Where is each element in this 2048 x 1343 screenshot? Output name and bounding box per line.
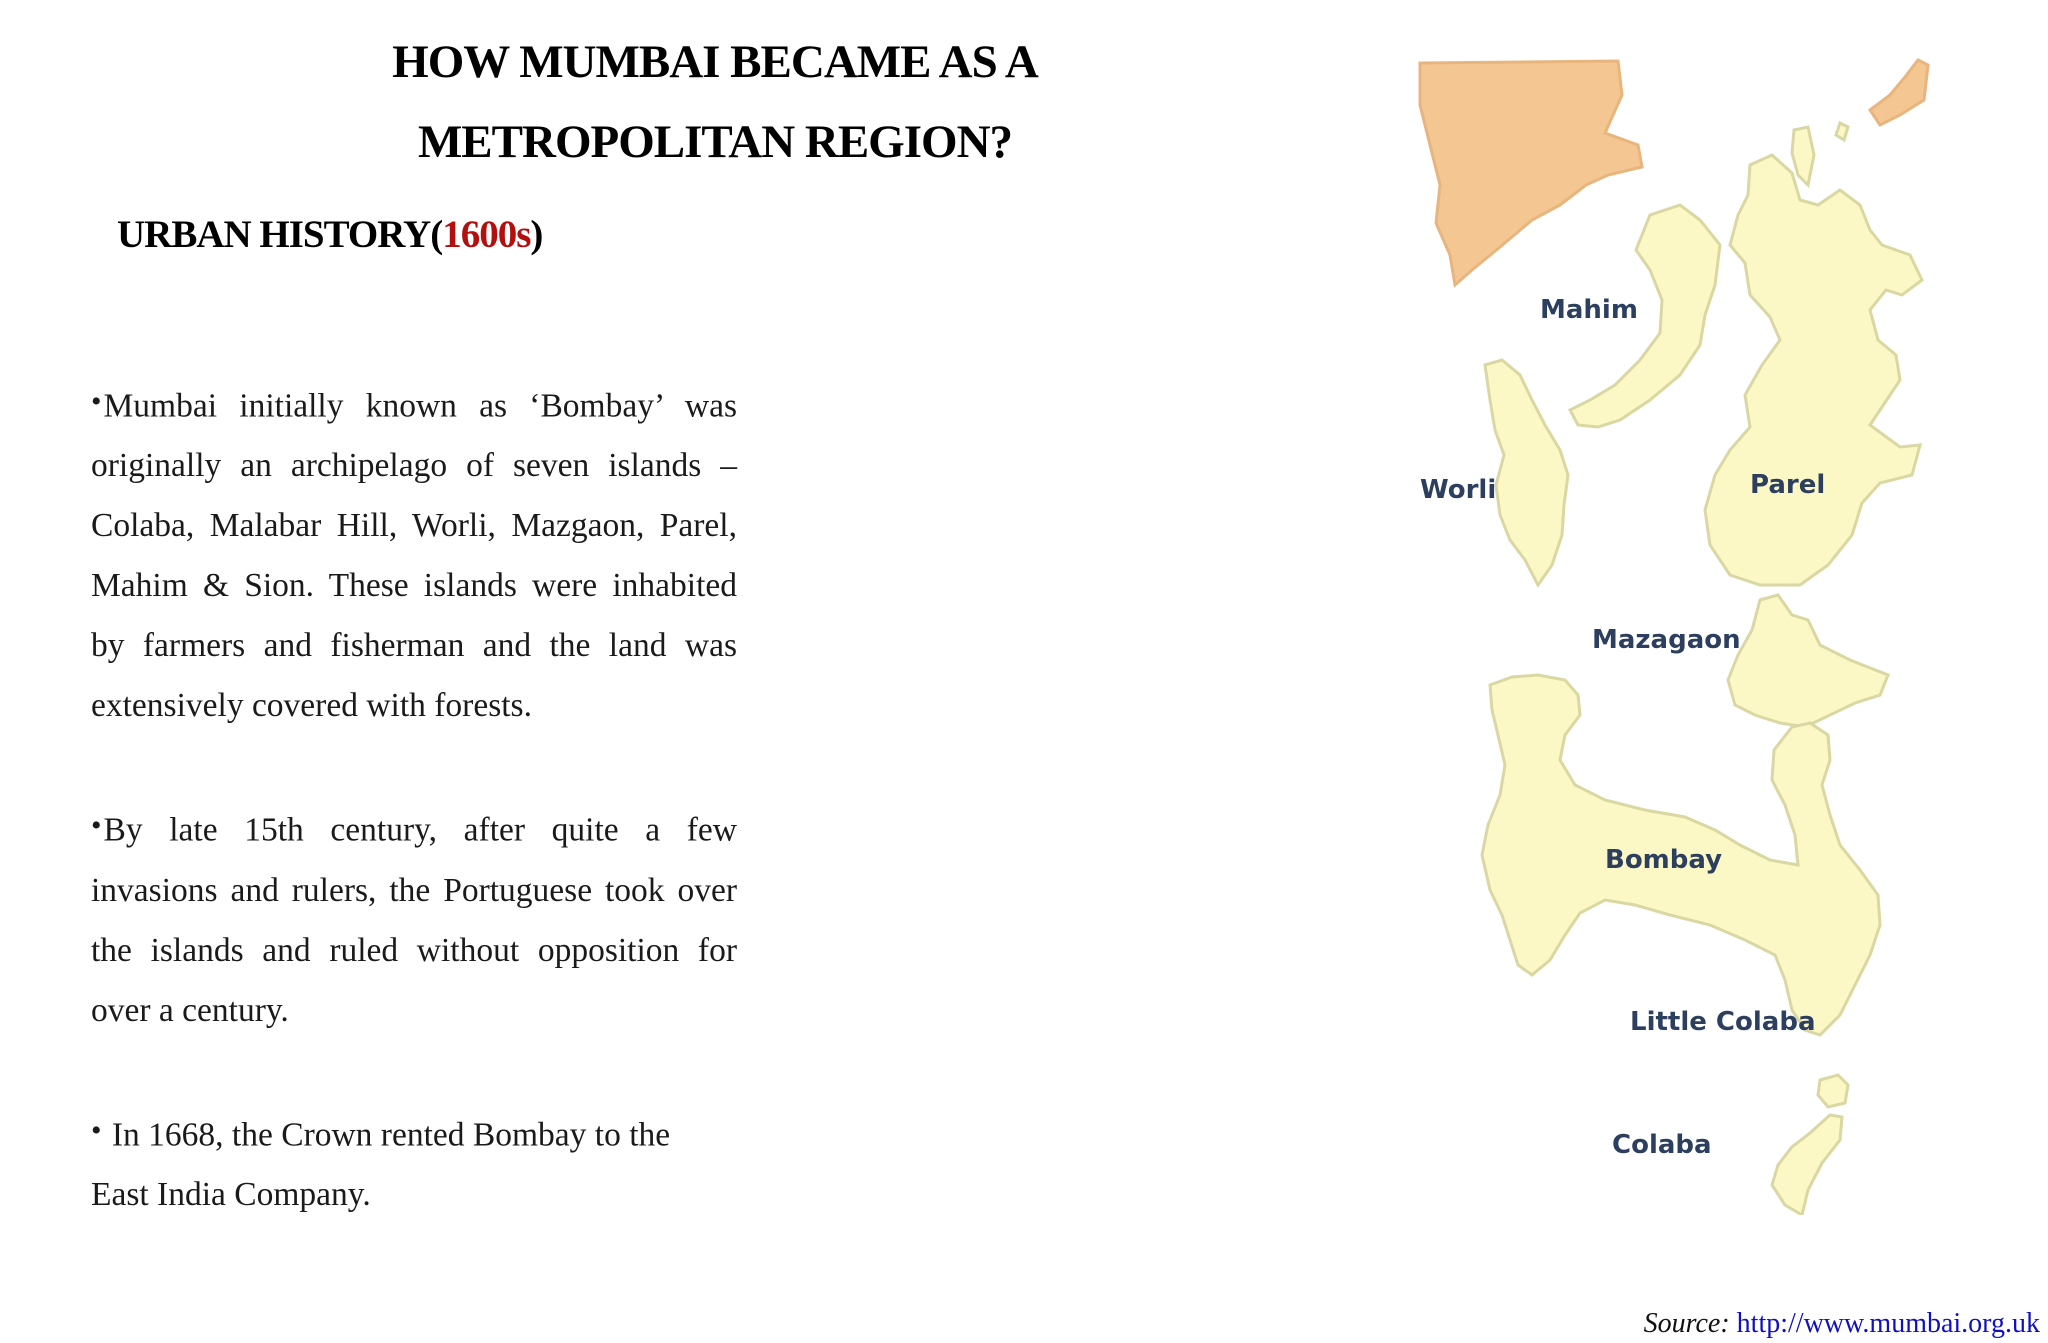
source-citation bbox=[1644, 1308, 2040, 1340]
bullet-icon: • bbox=[91, 385, 102, 418]
bullet-text: Mumbai initially known as ‘Bombay’ was originally an archipelago of seven islands – Colaba, Malabar Hill, Worli, Mazgaon, Parel, Mahim & Sion. These islands were inhabited by farmers and fisherman and the land was extensively covered with forests. bbox=[91, 387, 737, 725]
bullet-text: In 1668, the Crown rented Bombay to the East India Company. bbox=[91, 1116, 671, 1214]
label-little-colaba: Little Colaba bbox=[1630, 1007, 1816, 1037]
bullet-icon: • bbox=[91, 809, 102, 843]
title-line-1: HOW MUMBAI BECAME AS A bbox=[392, 36, 1038, 88]
seven-islands-map bbox=[1400, 55, 1940, 1215]
label-colaba: Colaba bbox=[1612, 1130, 1712, 1160]
section-heading-close: ) bbox=[530, 213, 543, 256]
page-title bbox=[330, 22, 1100, 182]
islet bbox=[1792, 127, 1814, 185]
island-little-colaba bbox=[1818, 1075, 1848, 1107]
bullet-list bbox=[91, 372, 737, 1225]
islet bbox=[1836, 123, 1848, 140]
list-item bbox=[91, 372, 737, 736]
section-year: 1600s bbox=[442, 213, 531, 256]
list-item bbox=[91, 1101, 711, 1225]
section-heading-text: URBAN HISTORY( bbox=[117, 213, 443, 256]
mainland-shape bbox=[1420, 61, 1642, 285]
island-worli bbox=[1485, 360, 1568, 585]
island-mazagaon bbox=[1728, 595, 1888, 727]
source-label: Source: bbox=[1643, 1308, 1730, 1339]
label-bombay: Bombay bbox=[1605, 845, 1723, 875]
section-heading bbox=[117, 212, 542, 257]
island-colaba bbox=[1772, 1115, 1842, 1215]
source-link[interactable]: http://www.mumbai.org.uk bbox=[1736, 1308, 2040, 1339]
label-mahim: Mahim bbox=[1540, 295, 1638, 325]
mainland-shape-right bbox=[1870, 60, 1928, 125]
bullet-text: By late 15th century, after quite a few invasions and rulers, the Portuguese took over the islands and ruled without opposition for over a century. bbox=[91, 811, 737, 1029]
list-item bbox=[91, 796, 737, 1040]
label-worli: Worli bbox=[1420, 475, 1497, 505]
bullet-icon: • bbox=[91, 1113, 102, 1147]
title-line-2: METROPOLITAN REGION? bbox=[417, 116, 1013, 168]
label-parel: Parel bbox=[1750, 470, 1826, 500]
island-parel bbox=[1705, 155, 1922, 585]
label-mazagaon: Mazagaon bbox=[1592, 625, 1741, 655]
